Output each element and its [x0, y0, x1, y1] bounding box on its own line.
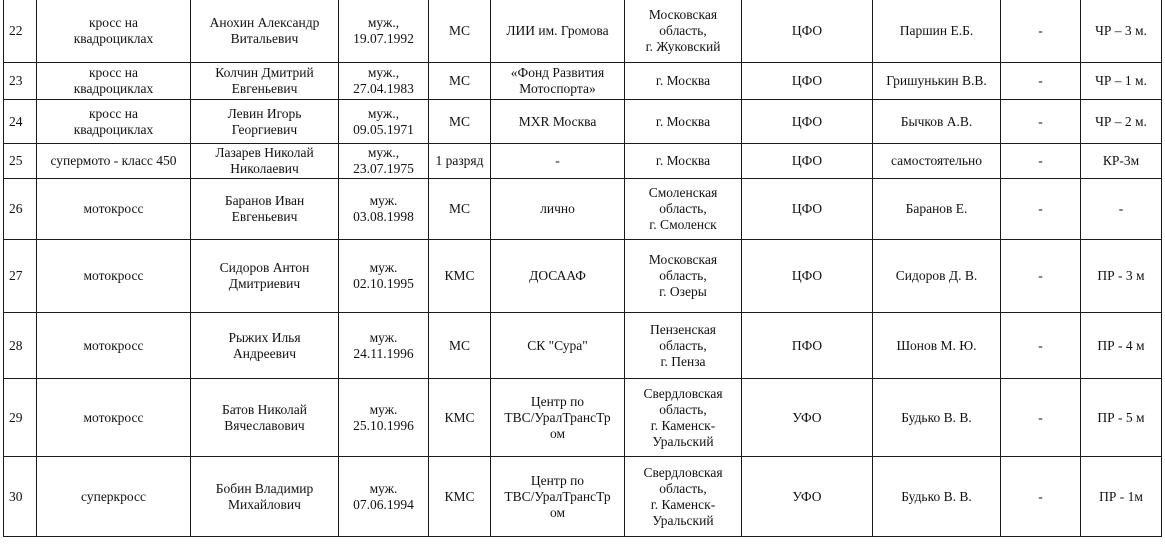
organization-cell: Центр по ТВС/УралТрансТр ом: [491, 457, 625, 537]
sport-rank-cell: КМС: [429, 379, 491, 457]
coach-cell: Гришунькин В.В.: [873, 63, 1001, 100]
result-cell: КР-3м: [1081, 144, 1162, 179]
result-cell: ПР - 4 м: [1081, 313, 1162, 379]
extra-cell: -: [1001, 0, 1081, 63]
coach-cell: Будько В. В.: [873, 379, 1001, 457]
sex-birthdate-cell: муж. 02.10.1995: [339, 240, 429, 313]
result-cell: ПР - 5 м: [1081, 379, 1162, 457]
row-number: 28: [4, 313, 37, 379]
coach-cell: Паршин Е.Б.: [873, 0, 1001, 63]
sex-birthdate-cell: муж., 23.07.1975: [339, 144, 429, 179]
table-row: [4, 63, 1162, 100]
table-row: [4, 100, 1162, 144]
sex-birthdate-cell: муж. 25.10.1996: [339, 379, 429, 457]
organization-cell: -: [491, 144, 625, 179]
sport-rank-cell: МС: [429, 179, 491, 240]
row-number: 27: [4, 240, 37, 313]
sex-birthdate-cell: муж., 27.04.1983: [339, 63, 429, 100]
sex-birthdate-cell: муж. 07.06.1994: [339, 457, 429, 537]
result-cell: ЧР – 2 м.: [1081, 100, 1162, 144]
athlete-name-cell: Колчин Дмитрий Евгеньевич: [191, 63, 339, 100]
extra-cell: -: [1001, 457, 1081, 537]
discipline-cell: кросс на квадроциклах: [37, 0, 191, 63]
table-body: [4, 0, 1162, 537]
athlete-name-cell: Бобин Владимир Михайлович: [191, 457, 339, 537]
discipline-cell: мотокросс: [37, 313, 191, 379]
result-cell: ЧР – 1 м.: [1081, 63, 1162, 100]
sex-birthdate-cell: муж. 24.11.1996: [339, 313, 429, 379]
sex-birthdate-cell: муж., 09.05.1971: [339, 100, 429, 144]
row-number: 23: [4, 63, 37, 100]
coach-cell: Шонов М. Ю.: [873, 313, 1001, 379]
sport-rank-cell: МС: [429, 63, 491, 100]
organization-cell: ЛИИ им. Громова: [491, 0, 625, 63]
athlete-name-cell: Сидоров Антон Дмитриевич: [191, 240, 339, 313]
row-number: 30: [4, 457, 37, 537]
sport-rank-cell: МС: [429, 100, 491, 144]
organization-cell: MXR Москва: [491, 100, 625, 144]
athlete-name-cell: Батов Николай Вячеславович: [191, 379, 339, 457]
row-number: 29: [4, 379, 37, 457]
federal-district-cell: ПФО: [742, 313, 873, 379]
row-number: 25: [4, 144, 37, 179]
discipline-cell: мотокросс: [37, 179, 191, 240]
region-cell: г. Москва: [625, 63, 742, 100]
region-cell: Московская область, г. Жуковский: [625, 0, 742, 63]
region-cell: Смоленская область, г. Смоленск: [625, 179, 742, 240]
sex-birthdate-cell: муж. 03.08.1998: [339, 179, 429, 240]
athletes-table: [3, 0, 1162, 537]
row-number: 26: [4, 179, 37, 240]
table-row: [4, 240, 1162, 313]
region-cell: Свердловская область, г. Каменск- Уральский: [625, 457, 742, 537]
extra-cell: -: [1001, 100, 1081, 144]
table-row: [4, 179, 1162, 240]
discipline-cell: кросс на квадроциклах: [37, 100, 191, 144]
region-cell: г. Москва: [625, 144, 742, 179]
coach-cell: Баранов Е.: [873, 179, 1001, 240]
region-cell: Московская область, г. Озеры: [625, 240, 742, 313]
discipline-cell: мотокросс: [37, 379, 191, 457]
athlete-name-cell: Анохин Александр Витальевич: [191, 0, 339, 63]
athlete-name-cell: Лазарев Николай Николаевич: [191, 144, 339, 179]
organization-cell: ДОСААФ: [491, 240, 625, 313]
row-number: 24: [4, 100, 37, 144]
organization-cell: Центр по ТВС/УралТрансТр ом: [491, 379, 625, 457]
table-row: [4, 144, 1162, 179]
organization-cell: лично: [491, 179, 625, 240]
sport-rank-cell: МС: [429, 0, 491, 63]
federal-district-cell: ЦФО: [742, 0, 873, 63]
extra-cell: -: [1001, 63, 1081, 100]
athlete-name-cell: Левин Игорь Георгиевич: [191, 100, 339, 144]
sport-rank-cell: МС: [429, 313, 491, 379]
organization-cell: «Фонд Развития Мотоспорта»: [491, 63, 625, 100]
federal-district-cell: УФО: [742, 457, 873, 537]
sport-rank-cell: 1 разряд: [429, 144, 491, 179]
table-row: [4, 457, 1162, 537]
federal-district-cell: ЦФО: [742, 240, 873, 313]
result-cell: ПР - 1м: [1081, 457, 1162, 537]
extra-cell: -: [1001, 179, 1081, 240]
table-row: [4, 313, 1162, 379]
federal-district-cell: ЦФО: [742, 144, 873, 179]
discipline-cell: кросс на квадроциклах: [37, 63, 191, 100]
coach-cell: самостоятельно: [873, 144, 1001, 179]
federal-district-cell: УФО: [742, 379, 873, 457]
table-row: [4, 379, 1162, 457]
sex-birthdate-cell: муж., 19.07.1992: [339, 0, 429, 63]
sport-rank-cell: КМС: [429, 240, 491, 313]
region-cell: г. Москва: [625, 100, 742, 144]
organization-cell: СК "Сура": [491, 313, 625, 379]
result-cell: -: [1081, 179, 1162, 240]
federal-district-cell: ЦФО: [742, 100, 873, 144]
sport-rank-cell: КМС: [429, 457, 491, 537]
region-cell: Свердловская область, г. Каменск- Уральский: [625, 379, 742, 457]
extra-cell: -: [1001, 379, 1081, 457]
result-cell: ПР - 3 м: [1081, 240, 1162, 313]
athlete-name-cell: Рыжих Илья Андреевич: [191, 313, 339, 379]
coach-cell: Сидоров Д. В.: [873, 240, 1001, 313]
discipline-cell: мотокросс: [37, 240, 191, 313]
federal-district-cell: ЦФО: [742, 179, 873, 240]
discipline-cell: супермото - класс 450: [37, 144, 191, 179]
table-row: [4, 0, 1162, 63]
federal-district-cell: ЦФО: [742, 63, 873, 100]
coach-cell: Бычков А.В.: [873, 100, 1001, 144]
extra-cell: -: [1001, 144, 1081, 179]
region-cell: Пензенская область, г. Пенза: [625, 313, 742, 379]
coach-cell: Будько В. В.: [873, 457, 1001, 537]
extra-cell: -: [1001, 313, 1081, 379]
row-number: 22: [4, 0, 37, 63]
result-cell: ЧР – 3 м.: [1081, 0, 1162, 63]
athlete-name-cell: Баранов Иван Евгеньевич: [191, 179, 339, 240]
discipline-cell: суперкросс: [37, 457, 191, 537]
extra-cell: -: [1001, 240, 1081, 313]
